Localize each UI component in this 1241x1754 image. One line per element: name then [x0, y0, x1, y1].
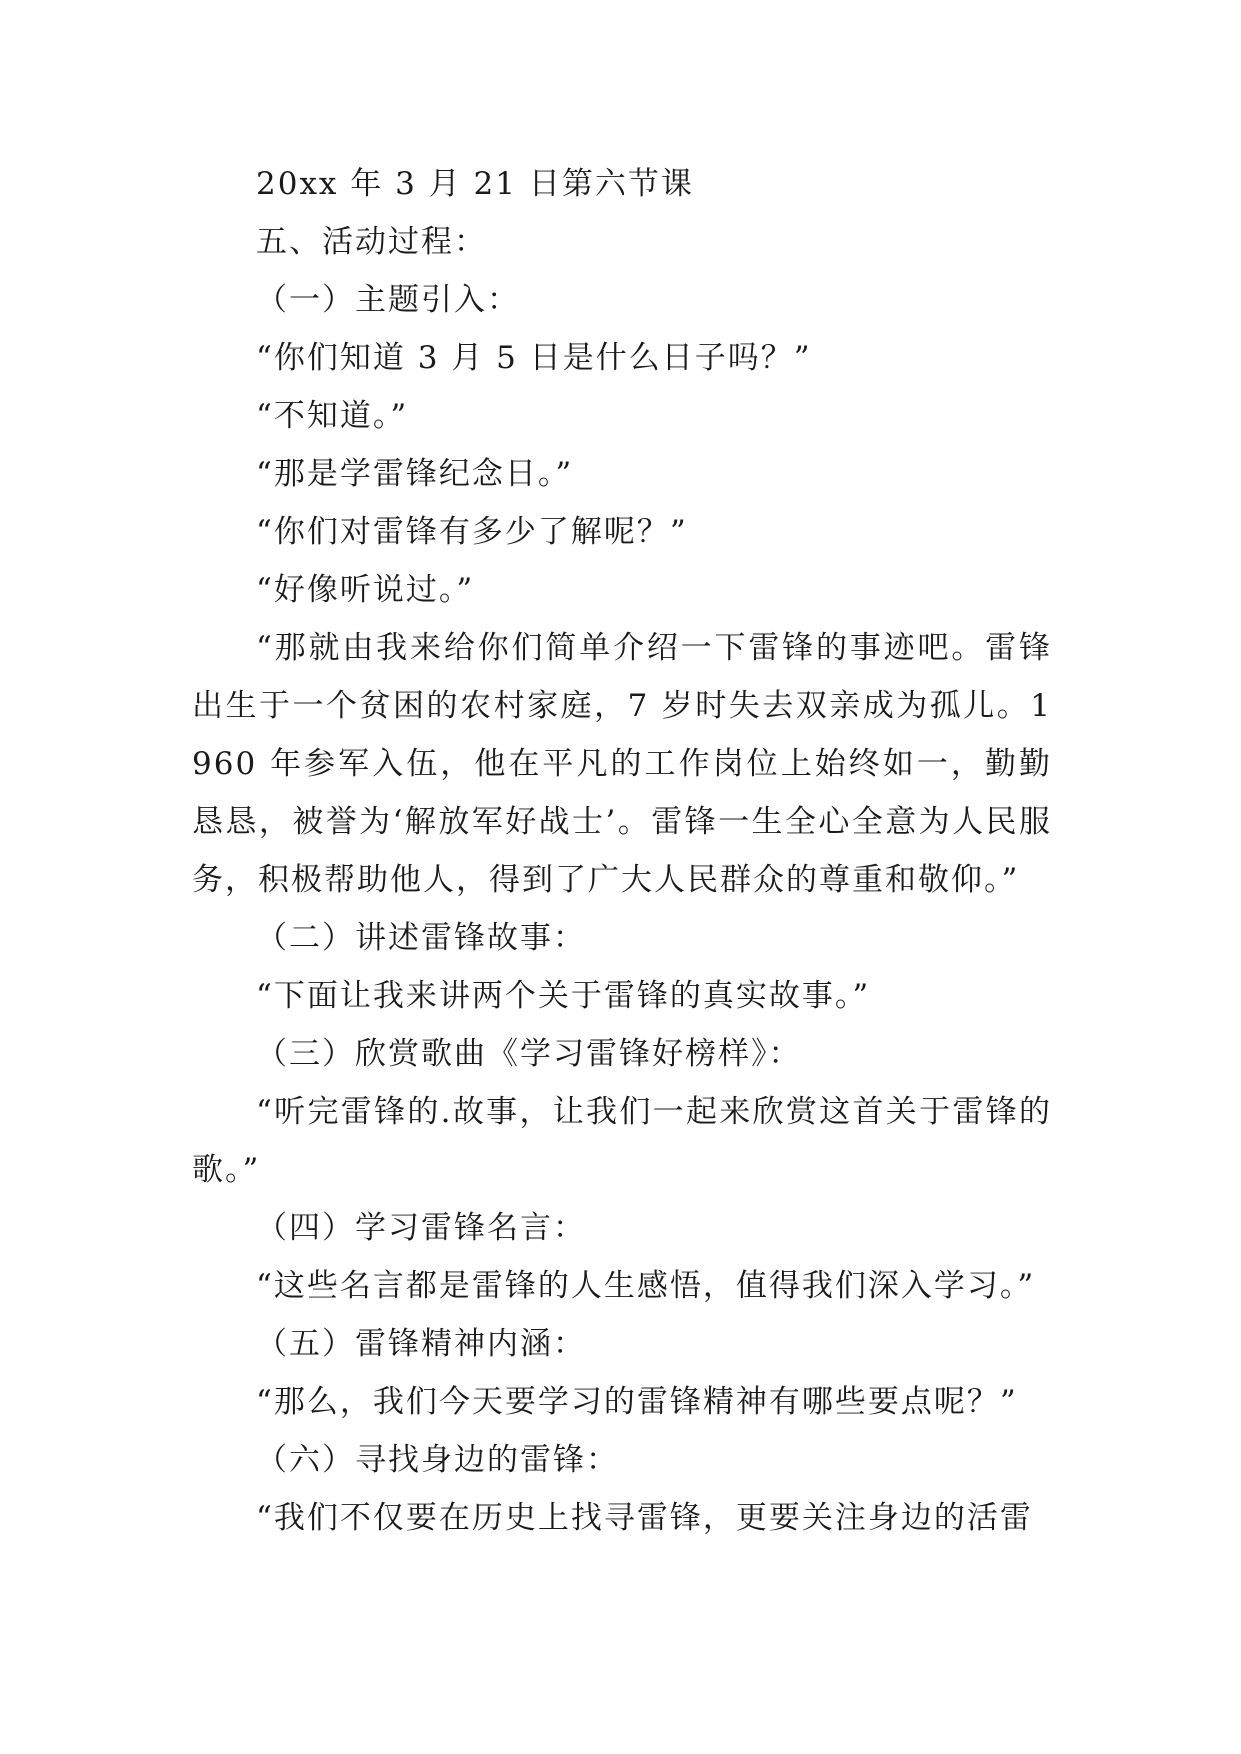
dialogue-line: “那是学雷锋纪念日。”: [256, 456, 574, 492]
dialogue-line: “你们对雷锋有多少了解呢？”: [256, 514, 688, 550]
dialogue-line: “你们知道 3 月 5 日是什么日子吗？”: [256, 340, 812, 376]
dialogue-line: “不知道。”: [256, 398, 409, 434]
subheading-topic-intro: （一）主题引入：: [256, 282, 520, 318]
dialogue-line: “这些名言都是雷锋的人生感悟，值得我们深入学习。”: [256, 1268, 1036, 1304]
subheading-quotes: （四）学习雷锋名言：: [256, 1210, 586, 1246]
dialogue-line: “下面让我来讲两个关于雷锋的真实故事。”: [256, 978, 871, 1014]
subheading-tell-stories: （二）讲述雷锋故事：: [256, 920, 586, 956]
subheading-find-leifeng: （六）寻找身边的雷锋：: [256, 1442, 619, 1478]
paragraph-date: 20xx 年 3 月 21 日第六节课: [256, 166, 694, 202]
section-heading-activity-process: 五、活动过程：: [256, 224, 487, 260]
dialogue-line: “我们不仅要在历史上找寻雷锋，更要关注身边的活雷: [256, 1500, 1033, 1536]
subheading-song: （三）欣赏歌曲《学习雷锋好榜样》：: [256, 1036, 802, 1072]
dialogue-line: “那么，我们今天要学习的雷锋精神有哪些要点呢？”: [256, 1384, 1018, 1420]
dialogue-line: “好像听说过。”: [256, 572, 475, 608]
subheading-spirit: （五）雷锋精神内涵：: [256, 1326, 586, 1362]
paragraph-leifeng-intro: “那就由我来给你们简单介绍一下雷锋的事迹吧。雷锋出生于一个贫困的农村家庭，7 岁时失去双亲成为孤儿。1960 年参军入伍，他在平凡的工作岗位上始终如一，勤勤恳恳，被誉为‘解放军好战士’。雷锋一生全心全意为人民服务，积极帮助他人，得到了广大人民群众的尊重和敬仰。”: [192, 630, 1052, 898]
document-body: [192, 155, 1052, 1547]
dialogue-line: “听完雷锋的.故事，让我们一起来欣赏这首关于雷锋的歌。”: [192, 1094, 1052, 1188]
